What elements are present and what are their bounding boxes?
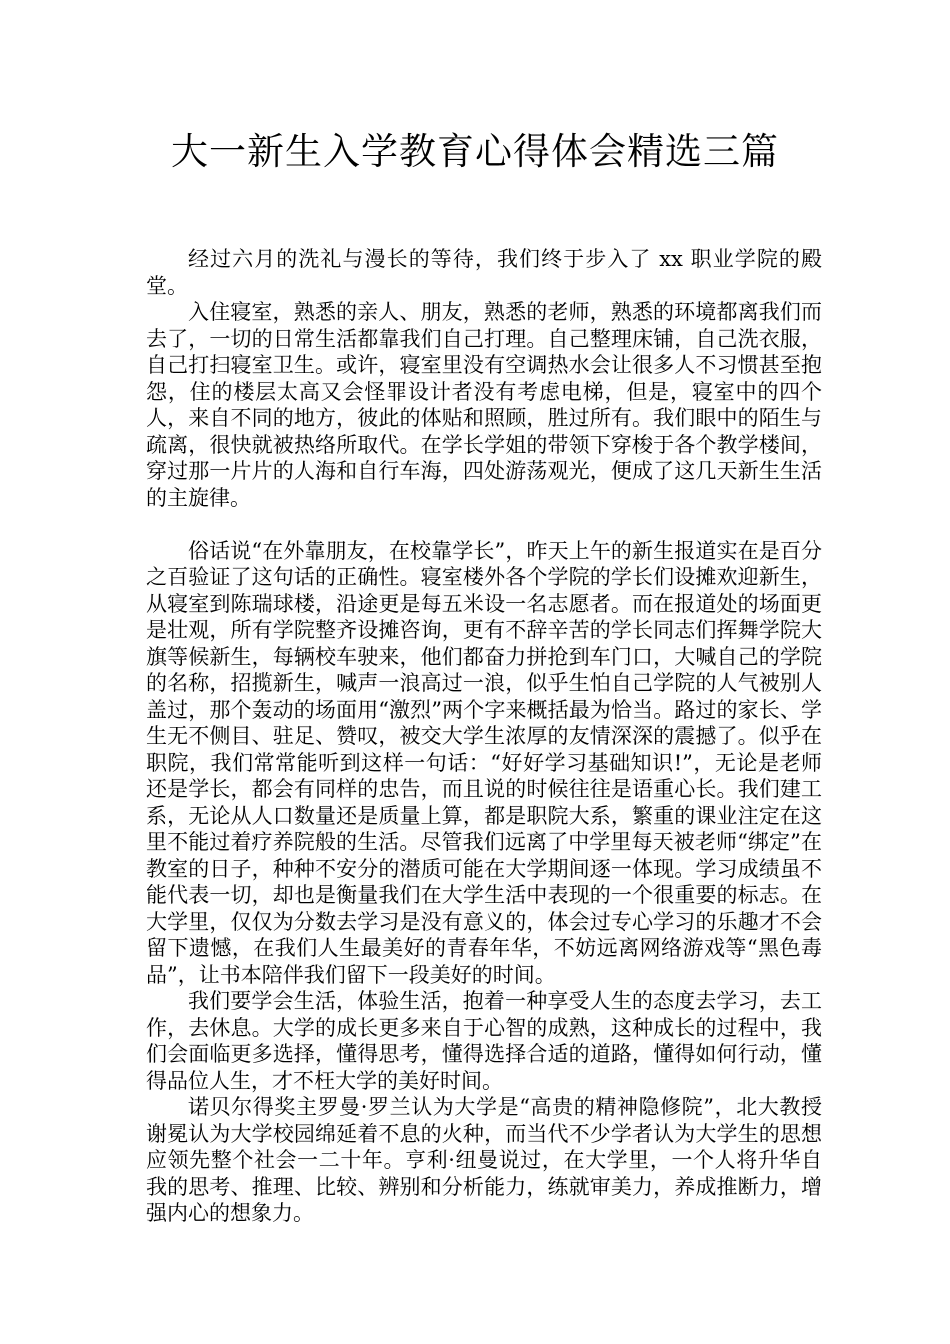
paragraph-3: 俗话说“在外靠朋友，在校靠学长”，昨天上午的新生报道实在是百分之百验证了这句话的正确性。寝室楼外各个学院的学长们设摊欢迎新生，从寝室到陈瑞球楼，沿途更是每五米设一名志愿者。而在报道处的场面更是壮观，所有学院整齐设摊咨询，更有不辞辛苦的学长同志们挥舞学院大旗等候新生，每辆校车驶来，他们都奋力拼抢到车门口，大喊自己的学院的名称，招揽新生，喊声一浪高过一浪，似乎生怕自己学院的人气被别人盖过，那个轰动的场面用“激烈”两个字来概括最为恰当。路过的家长、学生无不侧目、驻足、赞叹，被交大学生浓厚的友情深深的震撼了。似乎在职院，我们常常能听到这样一句话：“好好学习基础知识!”，无论是老师还是学长，都会有同样的忠告，而且说的时候往往是语重心长。我们建工系，无论从人口数量还是质量上算，都是职院大系，繁重的课业注定在这里不能过着疗养院般的生活。尽管我们远离了中学里每天被老师“绑定”在教室的日子，种种不安分的潜质可能在大学期间逐一体现。学习成绩虽不能代表一切，却也是衡量我们在大学生活中表现的一个很重要的标志。在大学里，仅仅为分数去学习是没有意义的，体会过专心学习的乐趣才不会留下遗憾，在我们人生最美好的青春年华，不妨远离网络游戏等“黑色毒品”，让书本陪伴我们留下一段美好的时间。 (146, 538, 822, 987)
document-body (146, 246, 822, 1227)
paragraph-5: 诺贝尔得奖主罗曼·罗兰认为大学是“高贵的精神隐修院”，北大教授谢冕认为大学校园绵延着不息的火种，而当代不少学者认为大学生的思想应领先整个社会一二十年。亨利·纽曼说过，在大学里，一个人将升华自我的思考、推理、比较、辨别和分析能力，练就审美力，养成推断力，增强内心的想象力。 (146, 1095, 822, 1225)
paragraph-spacer (146, 511, 822, 538)
paragraph-2: 入住寝室，熟悉的亲人、朋友，熟悉的老师，熟悉的环境都离我们而去了，一切的日常生活都靠我们自己打理。自己整理床铺，自己洗衣服，自己打扫寝室卫生。或许，寝室里没有空调热水会让很多人不习惯甚至抱怨，住的楼层太高又会怪罪设计者没有考虑电梯，但是，寝室中的四个人，来自不同的地方，彼此的体贴和照顾，胜过所有。我们眼中的陌生与疏离，很快就被热络所取代。在学长学姐的带领下穿梭于各个教学楼间，穿过那一片片的人海和自行车海，四处游荡观光，便成了这几天新生生活的主旋律。 (146, 300, 822, 510)
paragraph-1: 经过六月的洗礼与漫长的等待，我们终于步入了 xx 职业学院的殿堂。 (146, 247, 822, 298)
document-title: 大一新生入学教育心得体会精选三篇 (171, 130, 779, 173)
paragraph-4: 我们要学会生活，体验生活，抱着一种享受人生的态度去学习，去工作，去休息。大学的成长更多来自于心智的成熟，这种成长的过程中，我们会面临更多选择，懂得思考，懂得选择合适的道路，懂得如何行动，懂得品位人生，才不枉大学的美好时间。 (146, 989, 822, 1093)
